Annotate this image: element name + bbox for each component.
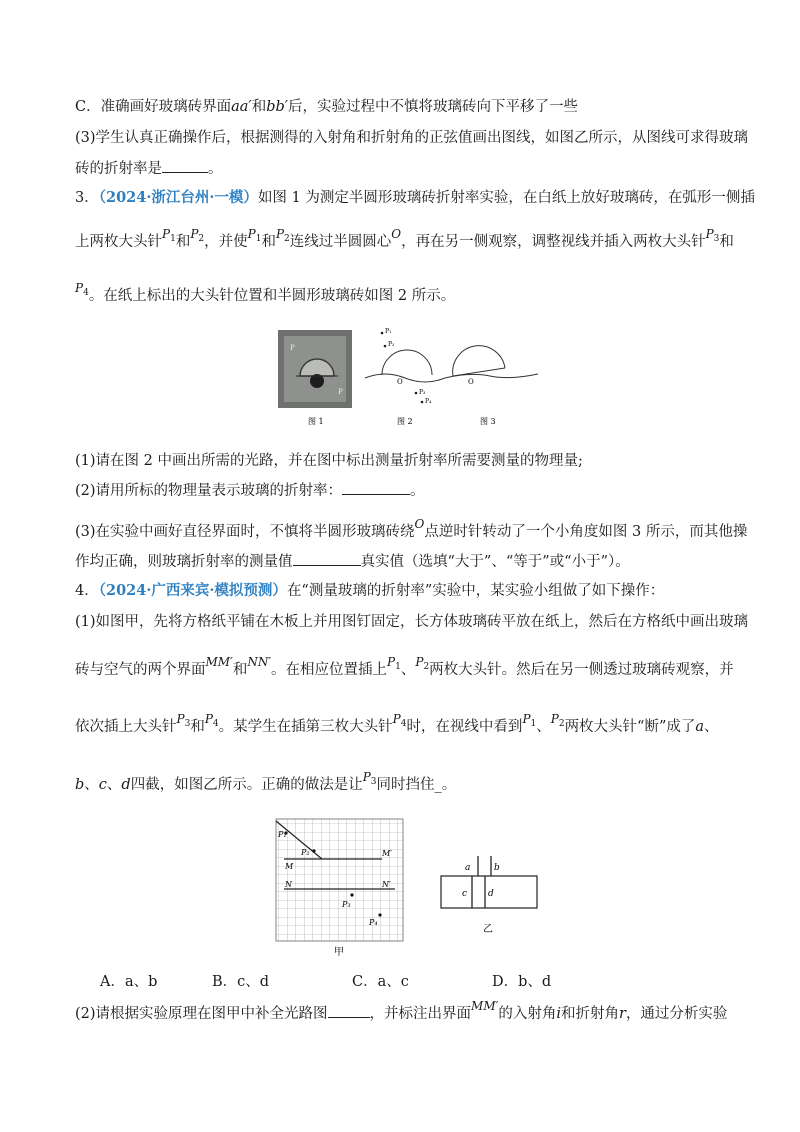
text: C．准确画好玻璃砖界面 [75, 99, 232, 115]
text: (2)请用所标的物理量表示玻璃的折射率： [75, 483, 343, 499]
caption-figure2: 图 2 [397, 417, 413, 426]
figure3-semicircle [453, 346, 505, 376]
label-o: O [468, 378, 474, 386]
math-o: O [391, 227, 402, 241]
text: 砖的折射率是 [75, 161, 162, 177]
answer-blank[interactable] [328, 1003, 370, 1018]
text: 。在相应位置插上 [271, 662, 388, 678]
figure-jia [270, 815, 410, 960]
math-p2: P2 [415, 655, 430, 672]
label-p4: P₄ [369, 918, 378, 927]
label-p3: P₃ [419, 389, 426, 396]
label-p4: P₄ [425, 398, 432, 405]
math-d: d [121, 777, 131, 793]
problem3-q3-line2 [75, 551, 630, 572]
math-b: b [75, 777, 85, 793]
label-a: a [465, 863, 471, 873]
math-p3: P3 [705, 227, 720, 244]
text: 如图 1 为测定半圆形玻璃砖折射率实验，在白纸上放好玻璃砖，在弧形一侧插 [257, 190, 755, 206]
math-p1: P1 [387, 655, 401, 672]
label-n: N [285, 880, 292, 889]
caption-jia: 甲 [334, 947, 344, 958]
figure-1-2-3 [270, 320, 540, 430]
text: 、 [536, 719, 551, 735]
problem4-line1 [75, 581, 664, 601]
label-p1: P₁ [385, 328, 392, 335]
math-bb: bb′ [266, 99, 289, 115]
math-mm: MM′ [471, 999, 499, 1013]
math-a: a [695, 719, 705, 735]
option-d[interactable]: D．b、d [492, 974, 552, 990]
problem-number: 4． [75, 583, 99, 599]
math-p2: P2 [275, 227, 290, 244]
problem4-q2 [75, 999, 728, 1024]
text: 作均正确，则玻璃折射率的测量值 [75, 554, 293, 570]
math-p4: P4 [75, 281, 89, 298]
label-n-prime: N′ [382, 880, 391, 889]
text: 。 [208, 161, 223, 177]
text: 上两枚大头针 [75, 234, 162, 250]
label-b: b [494, 863, 500, 873]
label-m-prime: M′ [382, 849, 393, 858]
text: (2)请根据实验原理在图甲中补全光路图 [75, 1006, 328, 1022]
text: 和 [232, 662, 248, 678]
problem3-line3 [75, 281, 456, 311]
math-mm: MM′ [205, 655, 233, 669]
problem4-line3 [75, 655, 734, 685]
text: 、 [84, 777, 99, 793]
q3-part3-line1: (3)学生认真正确操作后，根据测得的入射角和折射角的正弦值画出图线，如图乙所示，从图线可求得玻璃 [75, 130, 749, 146]
text: 、 [106, 777, 122, 793]
text: 四截，如图乙所示。正确的做法是让 [130, 777, 363, 793]
label-p3: P₃ [342, 900, 351, 909]
problem3-q3-line1 [75, 517, 748, 542]
text: 真实值（选填“大于”、“等于”或“小于”）。 [360, 554, 630, 570]
text: ，并使 [204, 234, 248, 250]
text: 。 [410, 483, 425, 499]
problem3-line2 [75, 227, 734, 257]
math-p4: P4 [392, 712, 407, 729]
math-p2: P2 [190, 227, 205, 244]
label-p2: P₂ [388, 341, 395, 348]
text: 两枚大头针“断”成了 [564, 719, 696, 735]
math-p1: P1 [522, 712, 537, 729]
math-p1: P1 [247, 227, 262, 244]
caption-figure1: 图 1 [308, 417, 324, 426]
label-d: d [488, 889, 494, 899]
text: ，并标注出界面 [369, 1006, 472, 1022]
option-b[interactable]: B．c、d [212, 974, 270, 990]
label-p1: P₁ [278, 830, 287, 839]
option-a[interactable]: A．a、b [100, 974, 158, 990]
source-tag: （2024·浙江台州·一模） [98, 189, 258, 206]
problem4-line5 [75, 770, 457, 800]
option-c[interactable]: C．a、c [352, 974, 409, 990]
text: 点逆时针转动了一个小角度如图 3 所示，而其他操 [424, 524, 748, 540]
text: 。在纸上标出的大头针位置和半圆形玻璃砖如图 2 所示。 [88, 288, 456, 304]
math-p2: P2 [550, 712, 565, 729]
text: ，通过分析实验 [625, 1006, 728, 1022]
math-c: c [98, 777, 107, 793]
problem3-q2 [75, 480, 425, 501]
text: 砖与空气的两个界面 [75, 662, 206, 678]
math-p3: P3 [362, 770, 377, 787]
svg-text:P: P [338, 388, 343, 396]
text: 连线过半圆圆心 [289, 234, 392, 250]
answer-blank[interactable] [162, 158, 208, 173]
figure-yi [435, 850, 545, 940]
math-nn: NN′ [247, 655, 272, 669]
text: 和 [251, 99, 267, 115]
figure2-wave-line [365, 374, 445, 382]
problem4-line4 [75, 712, 719, 742]
figure2-semicircle [382, 350, 432, 375]
problem3-q1: (1)请在图 2 中画出所需的光路，并在图中标出测量折射率所需要测量的物理量; [75, 453, 583, 469]
math-p3: P3 [176, 712, 191, 729]
math-p4: P4 [204, 712, 219, 729]
math-aa: aa′ [231, 99, 252, 115]
label-p2: P₂ [301, 848, 310, 857]
text: 和 [175, 234, 191, 250]
math-i: i [556, 1006, 561, 1022]
text: 和折射角 [561, 1006, 619, 1022]
text: 后，实验过程中不慎将玻璃砖向下平移了一些 [288, 99, 579, 115]
text: 和 [261, 234, 276, 250]
option-c-line [75, 97, 578, 117]
text: 和 [190, 719, 205, 735]
text: 和 [719, 234, 734, 250]
label-o: O [397, 378, 403, 386]
caption-yi: 乙 [483, 924, 493, 935]
text: 、 [400, 662, 416, 678]
text: 时，在视线中看到 [406, 719, 523, 735]
q3-part3-line2 [75, 158, 223, 179]
answer-blank[interactable] [342, 480, 410, 495]
label-m: M [285, 862, 294, 871]
answer-options [100, 970, 700, 990]
text: 、 [704, 719, 719, 735]
text: ，再在另一侧观察，调整视线并插入两枚大头针 [401, 234, 706, 250]
text: 。某学生在插第三枚大头针 [218, 719, 393, 735]
problem4-line2: (1)如图甲，先将方格纸平铺在木板上并用图钉固定，长方体玻璃砖平放在纸上，然后在方格纸中画出玻璃 [75, 614, 749, 630]
text: 在“测量玻璃的折射率”实验中，某实验小组做了如下操作： [286, 583, 665, 599]
problem-number: 3． [75, 190, 99, 206]
math-r: r [619, 1006, 626, 1022]
math-o: O [414, 517, 425, 531]
text: 两枚大头针。然后在另一侧透过玻璃砖观察，并 [429, 662, 734, 678]
source-tag: （2024·广西来宾·模拟预测） [98, 582, 287, 599]
text: 依次插上大头针 [75, 719, 177, 735]
text: 同时挡住_。 [376, 777, 457, 793]
problem3-line1 [75, 188, 755, 208]
math-p1: P1 [162, 227, 176, 244]
text: (3)在实验中画好直径界面时，不慎将半圆形玻璃砖绕 [75, 524, 415, 540]
text: 的入射角 [498, 1006, 557, 1022]
svg-text:P: P [290, 344, 295, 352]
label-c: c [462, 889, 468, 899]
caption-figure3: 图 3 [480, 417, 496, 426]
answer-blank[interactable] [293, 551, 361, 566]
